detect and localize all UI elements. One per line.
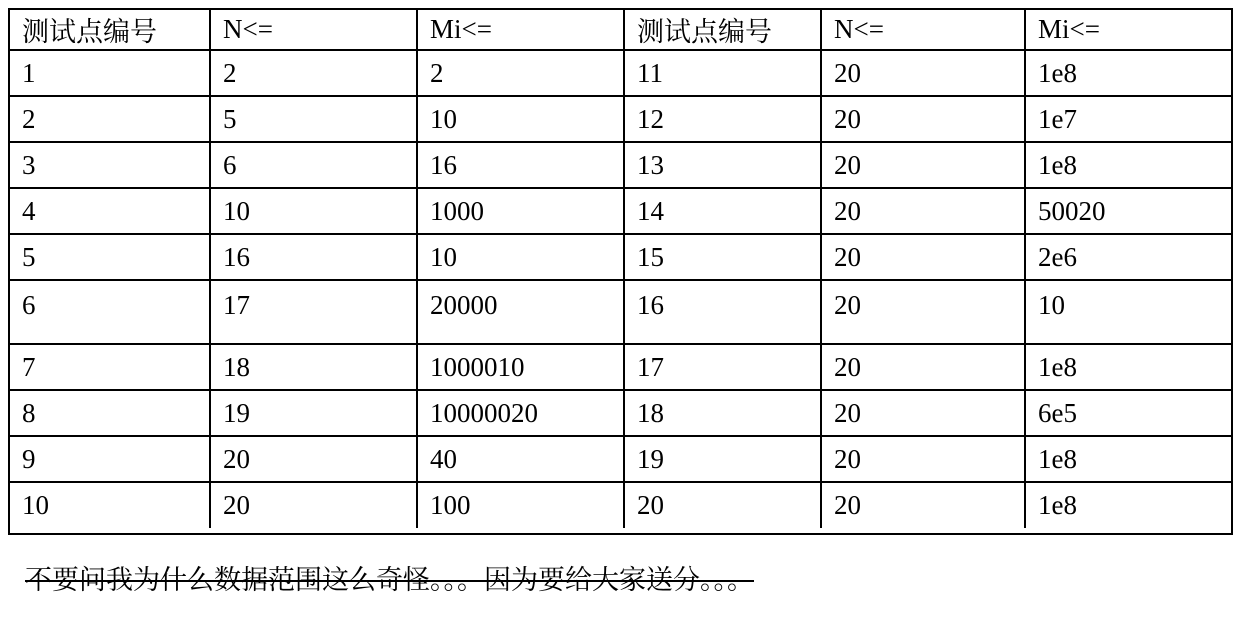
- table-cell: 10: [417, 234, 624, 280]
- table-cell: 1e8: [1025, 50, 1231, 96]
- table-outer-frame: [8, 8, 1233, 535]
- table-cell: 20: [821, 344, 1025, 390]
- table-cell: 1e8: [1025, 142, 1231, 188]
- table-cell: 3: [10, 142, 210, 188]
- table-cell: 100: [417, 482, 624, 528]
- table-cell: 5: [210, 96, 417, 142]
- table-cell: 19: [210, 390, 417, 436]
- table-cell: 9: [10, 436, 210, 482]
- column-header-mi-right: Mi<=: [1025, 10, 1231, 50]
- table-cell: 10: [210, 188, 417, 234]
- table-cell: 20: [210, 482, 417, 528]
- table-cell: 2: [417, 50, 624, 96]
- table-cell: 17: [624, 344, 821, 390]
- table-cell: 10000020: [417, 390, 624, 436]
- table-row: [10, 482, 1231, 528]
- table-cell: 20: [821, 142, 1025, 188]
- table-cell: 40: [417, 436, 624, 482]
- table-cell: 7: [10, 344, 210, 390]
- table-cell: 20: [624, 482, 821, 528]
- table-cell: 1e8: [1025, 436, 1231, 482]
- table-cell: 12: [624, 96, 821, 142]
- table-cell: 1000: [417, 188, 624, 234]
- table-cell: 20: [821, 436, 1025, 482]
- table-cell: 2: [10, 96, 210, 142]
- table-cell: 16: [624, 280, 821, 344]
- table-cell: 11: [624, 50, 821, 96]
- table-cell: 1000010: [417, 344, 624, 390]
- table-cell: 10: [1025, 280, 1231, 344]
- table-cell: 13: [624, 142, 821, 188]
- table-cell: 6e5: [1025, 390, 1231, 436]
- table-cell: 20: [821, 50, 1025, 96]
- table-row: [10, 96, 1231, 142]
- table-body: [10, 50, 1231, 528]
- column-header-n-right: N<=: [821, 10, 1025, 50]
- table-row: [10, 50, 1231, 96]
- table-cell: 20: [821, 482, 1025, 528]
- table-cell: 1e7: [1025, 96, 1231, 142]
- table-row: [10, 344, 1231, 390]
- table-cell: 8: [10, 390, 210, 436]
- column-header-testpoint-right: 测试点编号: [624, 10, 821, 50]
- table-cell: 4: [10, 188, 210, 234]
- table-cell: 2e6: [1025, 234, 1231, 280]
- table-row: [10, 234, 1231, 280]
- table-cell: 20: [210, 436, 417, 482]
- table-header-row: [10, 10, 1231, 50]
- note-line: [25, 563, 754, 597]
- table-cell: 10: [10, 482, 210, 528]
- table-cell: 17: [210, 280, 417, 344]
- table-cell: 6: [10, 280, 210, 344]
- column-header-mi-left: Mi<=: [417, 10, 624, 50]
- table-cell: 5: [10, 234, 210, 280]
- table-cell: 15: [624, 234, 821, 280]
- table-cell: 19: [624, 436, 821, 482]
- table-row: [10, 188, 1231, 234]
- table-cell: 20: [821, 280, 1025, 344]
- table-row: [10, 280, 1231, 344]
- table-cell: 20: [821, 234, 1025, 280]
- table-cell: 6: [210, 142, 417, 188]
- table-cell: 1: [10, 50, 210, 96]
- table-cell: 50020: [1025, 188, 1231, 234]
- table-cell: 20: [821, 96, 1025, 142]
- table-cell: 1e8: [1025, 482, 1231, 528]
- table-row: [10, 390, 1231, 436]
- table-cell: 20: [821, 188, 1025, 234]
- table-cell: 14: [624, 188, 821, 234]
- table-cell: 20: [821, 390, 1025, 436]
- table-cell: 18: [624, 390, 821, 436]
- test-cases-table: [10, 10, 1231, 528]
- table-row: [10, 436, 1231, 482]
- table-cell: 20000: [417, 280, 624, 344]
- column-header-n-left: N<=: [210, 10, 417, 50]
- table-cell: 16: [210, 234, 417, 280]
- column-header-testpoint-left: 测试点编号: [10, 10, 210, 50]
- table-cell: 10: [417, 96, 624, 142]
- table-cell: 2: [210, 50, 417, 96]
- table-cell: 16: [417, 142, 624, 188]
- note-strikethrough-text: 不要问我为什么数据范围这么奇怪。。。因为要给大家送分。。。: [25, 565, 754, 595]
- table-cell: 18: [210, 344, 417, 390]
- table-row: [10, 142, 1231, 188]
- table-cell: 1e8: [1025, 344, 1231, 390]
